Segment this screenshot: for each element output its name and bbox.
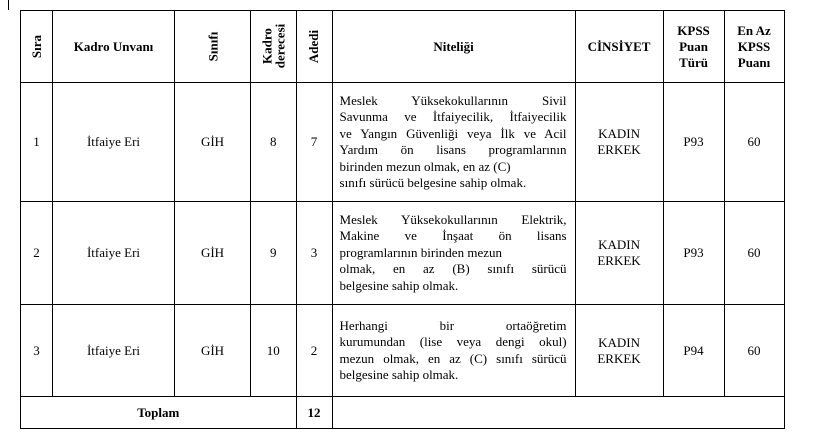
cell-en-az-puan: 60 — [724, 202, 784, 305]
header-cinsiyet: CİNSİYET — [575, 11, 663, 83]
cell-en-az-puan: 60 — [724, 305, 784, 397]
table-row — [21, 305, 785, 397]
cell-sira: 3 — [21, 305, 53, 397]
total-label: Toplam — [21, 397, 297, 429]
cell-sira: 1 — [21, 83, 53, 202]
table-row — [21, 83, 785, 202]
total-empty-cell — [332, 397, 784, 429]
page-margin-mark — [8, 0, 9, 10]
cell-cinsiyet: KADIN ERKEK — [575, 202, 663, 305]
cell-derece: 8 — [251, 83, 297, 202]
header-kpss-puan-turu: KPSS Puan Türü — [663, 11, 724, 83]
header-adedi: Adedi — [296, 11, 332, 83]
cell-en-az-puan: 60 — [724, 83, 784, 202]
cell-derece: 10 — [251, 305, 297, 397]
header-kadro-derecesi: Kadro derecesi — [251, 11, 297, 83]
cell-puan-turu: P93 — [663, 83, 724, 202]
cell-unvan: İtfaiye Eri — [53, 83, 175, 202]
cell-nitelik: Herhangi bir ortaöğretim kurumundan (lise veya dengi okul) mezun olmak, en az (C) sınıfı sürücü belgesine sahip olmak. — [332, 305, 575, 397]
cell-nitelik: Meslek Yüksekokullarının Elektrik, Makine ve İnşaat ön lisans programlarının birinden mezun olmak, en az (B) sınıfı sürücü belgesine sahip olmak. — [332, 202, 575, 305]
cell-cinsiyet: KADIN ERKEK — [575, 83, 663, 202]
cell-unvan: İtfaiye Eri — [53, 305, 175, 397]
cell-adet: 2 — [296, 305, 332, 397]
header-sira: Sıra — [21, 11, 53, 83]
kadro-table — [20, 10, 785, 429]
cell-puan-turu: P93 — [663, 202, 724, 305]
cell-unvan: İtfaiye Eri — [53, 202, 175, 305]
cell-adet: 3 — [296, 202, 332, 305]
header-row — [21, 11, 785, 83]
cell-sinif: GİH — [175, 305, 251, 397]
cell-nitelik: Meslek Yüksekokullarının Sivil Savunma ve İtfaiyecilik, İtfaiyecilik ve Yangın Güvenliği veya İlk ve Acil Yardım ön lisans programlarının birinden mezun olmak, en az (C) sınıfı sürücü belgesine sahip olmak. — [332, 83, 575, 202]
cell-adet: 7 — [296, 83, 332, 202]
header-en-az-kpss-puani: En Az KPSS Puanı — [724, 11, 784, 83]
header-niteligi: Niteliği — [332, 11, 575, 83]
cell-puan-turu: P94 — [663, 305, 724, 397]
table-row — [21, 202, 785, 305]
total-row — [21, 397, 785, 429]
header-sinifi: Sınıfı — [175, 11, 251, 83]
cell-derece: 9 — [251, 202, 297, 305]
cell-sinif: GİH — [175, 83, 251, 202]
cell-sira: 2 — [21, 202, 53, 305]
header-kadro-unvani: Kadro Unvanı — [53, 11, 175, 83]
cell-cinsiyet: KADIN ERKEK — [575, 305, 663, 397]
total-value: 12 — [296, 397, 332, 429]
cell-sinif: GİH — [175, 202, 251, 305]
